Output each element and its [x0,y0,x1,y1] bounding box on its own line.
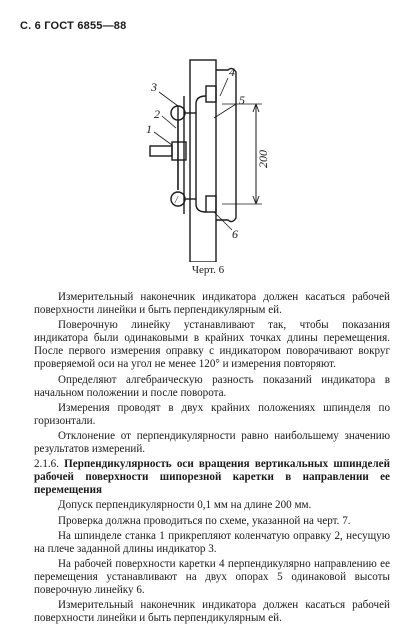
paragraph: Поверочную линейку устанавливают так, чтобы показания индикатора были одинаковыми в крайних точках длины перемещения. После первого измерения оправку с индикатором поворачивают вокруг проверяемой оси на угол не менее 120° и измерения повторяют. [34,319,390,371]
straight-edge [196,96,206,212]
paragraph: Определяют алгебраическую разность показаний индикатора в начальном положении и после поворота. [34,373,390,399]
paragraph: Измерительный наконечник индикатора должен касаться рабочей поверхности линейки и быть перпендикулярным ей. [34,291,390,317]
paragraph: Допуск перпендикулярности 0,1 мм на длине 200 мм. [58,499,312,512]
clause-title: Перпендикулярность оси вращения вертикальных шпинделей рабочей поверхности шипорезной каретки в направлении ее перемещения [34,458,390,497]
paragraph: Измерительный наконечник индикатора должен касаться рабочей поверхности линейки и быть перпендикулярным ей. [34,599,390,625]
part-4-contour [216,68,236,221]
body-text [34,291,390,627]
indicator-bottom [171,192,185,206]
paragraph: Проверка должна проводиться по схеме, указанной на черт. 7. [58,514,351,527]
figure-caption: Черт. 6 [191,264,225,276]
page-header: С. 6 ГОСТ 6855—88 [20,20,127,32]
technical-drawing [0,0,416,262]
carriage-plate [190,60,216,262]
paragraph: На шпинделе станка 1 прикрепляют коленчатую оправку 2, несущую на плече заданной длины индикатор 3. [34,529,390,555]
clause-number: 2.1.6. [34,458,59,471]
support-top [206,86,216,102]
callout-6: 6 [232,227,238,241]
callout-5: 5 [239,93,245,107]
dimension-label: 200 [256,150,270,168]
angle-mark: / [175,195,178,206]
paragraph: На рабочей поверхности каретки 4 перпендикулярно направлению ее перемещения устанавливают на двух опорах 5 одинаковой высоты поверочную линейку 6. [34,557,390,596]
callout-3: 3 [151,80,157,94]
spindle [150,146,172,156]
clause-heading [34,458,390,497]
callout-2: 2 [154,107,160,121]
callout-1: 1 [146,122,152,136]
support-bottom [206,196,216,212]
callout-4: 4 [229,65,235,79]
paragraph: Измерения проводят в двух крайних положениях шпинделя по горизонтали. [34,401,390,427]
paragraph: Отклонение от перпендикулярности равно наибольшему значению результатов измерений. [34,429,390,456]
